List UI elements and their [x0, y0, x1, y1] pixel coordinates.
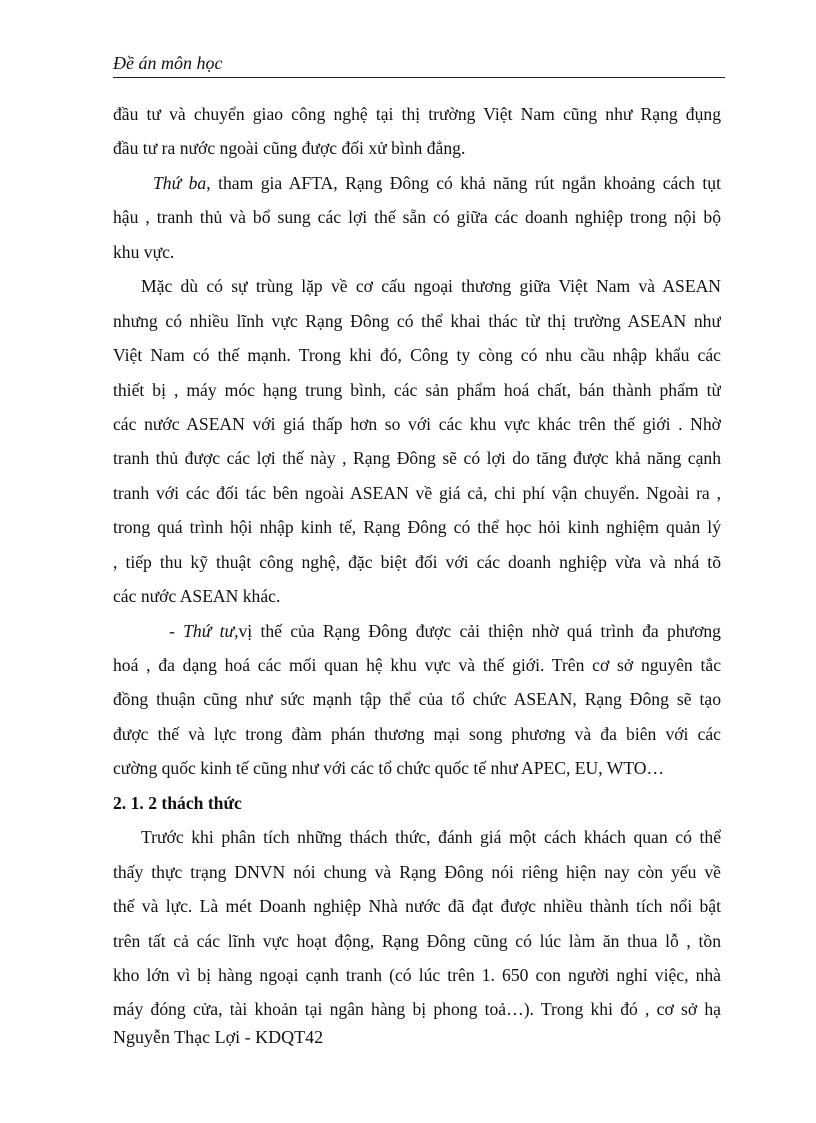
text-line: nhưng có nhiều lĩnh vực Rạng Đông có thể khai thác từ thị trường ASEAN như	[113, 310, 721, 331]
text-line: tranh thủ được các lợi thế này , Rạng Đông sẽ có lợi do tăng được khả năng cạnh	[113, 448, 721, 469]
text-line: hoá , đa dạng hoá các mối quan hệ khu vực và thế giới. Trên cơ sở nguyên tắc	[113, 655, 721, 675]
document-body	[113, 97, 721, 1027]
text-line: Trước khi phân tích những thách thức, đánh giá một cách khách quan có thể	[141, 827, 721, 848]
text-line: đầu tư ra nước ngoài cũng được đối xử bình đẳng.	[113, 138, 466, 159]
text-line: - Thứ tư,vị thế của Rạng Đông được cải thiện nhờ quá trình đa phương	[169, 620, 721, 641]
emphasis-lead: Thứ ba	[153, 172, 207, 193]
text-line: các nước ASEAN với giá thấp hơn so với các khu vực khác trên thế giới . Nhờ	[113, 413, 721, 434]
text-line: Thứ ba, tham gia AFTA, Rạng Đông có khả năng rút ngắn khoảng cách tụt	[153, 172, 721, 193]
emphasis-lead: Thứ tư,	[183, 620, 239, 641]
text-line: thế và lực. Là mét Doanh nghiệp Nhà nước đã đạt được nhiều thành tích nổi bật	[113, 896, 721, 917]
text-line: Mặc dù có sự trùng lặp về cơ cấu ngoại thương giữa Việt Nam và ASEAN	[141, 276, 721, 297]
text-line: , tiếp thu kỹ thuật công nghệ, đặc biệt đối với các doanh nghiệp vừa và nhá tõ	[113, 551, 721, 572]
paragraph-1	[113, 97, 721, 166]
text-line: thấy thực trạng DNVN nói chung và Rạng Đông nói riêng hiện nay còn yếu về	[113, 861, 721, 882]
header-title: Đề án môn học	[113, 53, 223, 73]
page-header	[113, 51, 725, 78]
text-line: được thế và lực trong đàm phán thương mại song phương và đa biên với các	[113, 723, 721, 744]
paragraph-4	[113, 614, 721, 786]
text-line: Việt Nam có thế mạnh. Trong khi đó, Công ty còng có nhu cầu nhập khẩu các	[113, 345, 721, 366]
page-footer: Nguyễn Thạc Lợi - KDQT42	[113, 1027, 324, 1047]
text-line: hậu , tranh thủ và bổ sung các lợi thế sẵn có giữa các doanh nghiệp trong nội bộ	[113, 207, 721, 228]
text-line: trong quá trình hội nhập kinh tế, Rạng Đông có thể học hỏi kinh nghiệm quản lý	[113, 517, 721, 538]
text-line: đầu tư và chuyển giao công nghệ tại thị trường Việt Nam cũng như Rạng đụng	[113, 104, 721, 124]
text-line: các nước ASEAN khác.	[113, 586, 281, 607]
paragraph-5	[113, 820, 721, 1027]
text-line: cường quốc kinh tế cũng như với các tổ chức quốc tế như APEC, EU, WTO…	[113, 758, 665, 779]
text-line: khu vực.	[113, 241, 175, 262]
paragraph-2	[113, 166, 721, 269]
paragraph-3	[113, 269, 721, 613]
text-line: đồng thuận cũng như sức mạnh tập thể của tổ chức ASEAN, Rạng Đông sẽ tạo	[113, 689, 721, 710]
section-heading: 2. 1. 2 thách thức	[113, 792, 242, 813]
text-line: máy đóng cửa, tài khoản tại ngân hàng bị phong toả…). Trong khi đó , cơ sở hạ	[113, 999, 721, 1020]
text-line: trên tất cả các lĩnh vực hoạt động, Rạng Đông cũng có lúc làm ăn thua lỗ , tồn	[113, 930, 721, 951]
text-line: tranh với các đối tác bên ngoài ASEAN về giá cả, chi phí vận chuyển. Ngoài ra ,	[113, 482, 721, 503]
text-line: kho lớn vì bị hàng ngoại cạnh tranh (có lúc trên 1. 650 con người nghỉ việc, nhà	[113, 964, 721, 985]
text-line: thiết bị , máy móc hạng trung bình, các sản phẩm hoá chất, bán thành phẩm từ	[113, 379, 721, 400]
